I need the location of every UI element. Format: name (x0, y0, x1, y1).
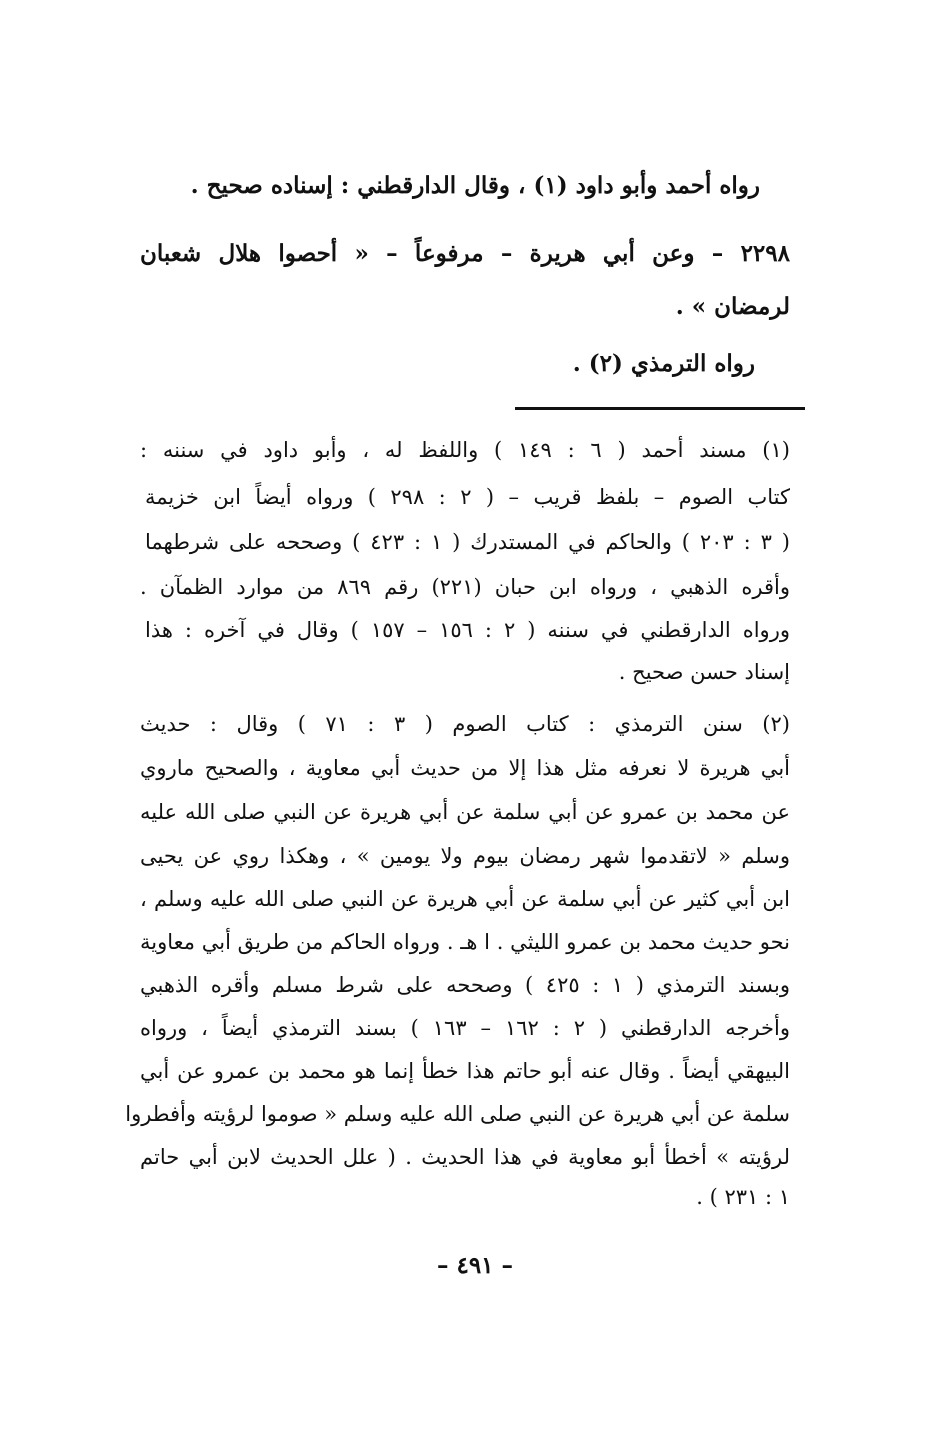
footnote-1-line-6: إسناد حسن صحيح . (618, 660, 790, 684)
footnote-2-line-8: وأخرجه الدارقطني ( ٢ : ١٦٢ – ١٦٣ ) بسند الترمذي أيضاً ، ورواه (140, 1016, 791, 1040)
footnote-2-line-10: سلمة عن أبي هريرة عن النبي صلى الله عليه وسلم « صوموا لرؤيته وأفطروا (125, 1102, 790, 1126)
footnote-2-line-4: وسلم « لاتقدموا شهر رمضان بيوم ولا يومين » ، وهكذا روي عن يحيى (140, 844, 790, 868)
footnote-2-line-7: وبسند الترمذي ( ١ : ٤٢٥ ) وصححه على شرط مسلم وأقره الذهبي (140, 973, 790, 997)
footnote-2-line-5: ابن أبي كثير عن أبي سلمة عن أبي هريرة عن النبي صلى الله عليه وسلم ، (140, 887, 790, 911)
page-number: – ٤٩١ – (436, 1252, 514, 1279)
main-text-line-1: رواه أحمد وأبو داود (١) ، وقال الدارقطني : إسناده صحيح . (190, 172, 760, 199)
footnote-2-line-6: نحو حديث محمد بن عمرو الليثي . ا هـ . ورواه الحاكم من طريق أبي معاوية (140, 930, 790, 954)
footnote-2-line-9: البيهقي أيضاً . وقال عنه أبو حاتم هذا خطأ إنما هو محمد بن عمرو عن أبي (140, 1059, 790, 1083)
footnote-1-line-2: كتاب الصوم – بلفظ قريب – ( ٢ : ٢٩٨ ) ورواه أيضاً ابن خزيمة (145, 485, 790, 509)
footnote-2-line-3: عن محمد بن عمرو عن أبي سلمة عن أبي هريرة عن النبي صلى الله عليه (140, 800, 790, 824)
footnote-1-line-3: ( ٣ : ٢٠٣ ) والحاكم في المستدرك ( ١ : ٤٢٣ ) وصححه على شرطهما (145, 530, 790, 554)
footnote-2-line-2: أبي هريرة لا نعرفه مثل هذا إلا من حديث أبي معاوية ، والصحيح ماروي (140, 756, 790, 780)
footnote-1-line-5: ورواه الدارقطني في سننه ( ٢ : ١٥٦ – ١٥٧ ) وقال في آخره : هذا (145, 618, 790, 642)
main-text-line-2: ٢٢٩٨ – وعن أبي هريرة – مرفوعاً – « أحصوا هلال شعبان (140, 240, 790, 267)
footnote-2-line-12: ١ : ٢٣١ ) . (696, 1185, 790, 1209)
main-text-line-3: لرمضان » . (675, 293, 790, 320)
footnote-separator (515, 407, 805, 410)
footnote-2-line-1: (٢) سنن الترمذي : كتاب الصوم ( ٣ : ٧١ ) وقال : حديث (140, 712, 790, 736)
footnote-2-line-11: لرؤيته » أخطأ أبو معاوية في هذا الحديث . ( علل الحديث لابن أبي حاتم (140, 1145, 790, 1169)
main-text-line-4: رواه الترمذي (٢) . (572, 350, 755, 377)
footnote-1-line-4: وأقره الذهبي ، ورواه ابن حبان (٢٢١) رقم ٨٦٩ من موارد الظمآن . (140, 575, 790, 599)
footnote-1-line-1: (١) مسند أحمد ( ٦ : ١٤٩ ) واللفظ له ، وأبو داود في سننه : (140, 438, 790, 462)
